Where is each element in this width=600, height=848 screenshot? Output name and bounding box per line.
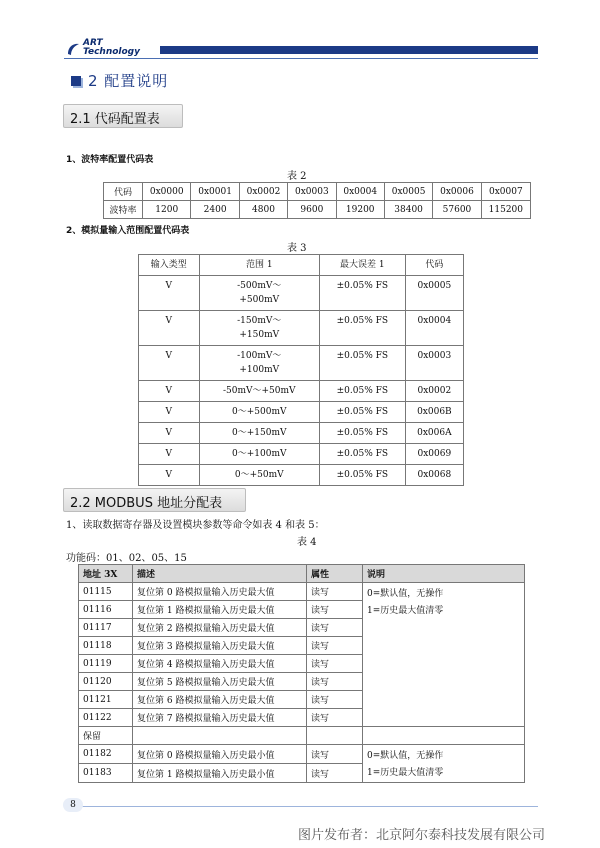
table-cell: V: [139, 465, 200, 486]
table-cell: 复位第 4 路模拟量输入历史最大值: [133, 655, 307, 673]
table-cell: V: [139, 444, 200, 465]
table-cell: 复位第 5 路模拟量输入历史最大值: [133, 673, 307, 691]
table-cell: 0～+150mV: [199, 423, 319, 444]
table-cell: 57600: [433, 201, 481, 219]
header-divider: [64, 58, 538, 59]
table-cell: V: [139, 276, 200, 311]
table-cell: V: [139, 402, 200, 423]
table-cell: 读写: [307, 691, 363, 709]
table-cell: 复位第 7 路模拟量输入历史最大值: [133, 709, 307, 727]
table-cell: 0x006B: [405, 402, 463, 423]
modbus-address-table: [78, 564, 525, 783]
table-cell: ±0.05% FS: [319, 444, 405, 465]
table-cell: 读写: [307, 637, 363, 655]
table-cell: 01118: [79, 637, 133, 655]
table-cell: -100mV～ +100mV: [199, 346, 319, 381]
table-row: [139, 423, 464, 444]
company-logo: [66, 40, 156, 58]
table-cell: 0x0006: [433, 183, 481, 201]
table-cell: -150mV～ +150mV: [199, 311, 319, 346]
table-cell: 0x0007: [481, 183, 530, 201]
table-cell: 读写: [307, 745, 363, 764]
logo-line-1: ART: [83, 38, 103, 48]
table-cell: 01121: [79, 691, 133, 709]
table-cell: 01182: [79, 745, 133, 764]
table-row: [139, 402, 464, 423]
table-cell: 0～+50mV: [199, 465, 319, 486]
table-row: [104, 201, 531, 219]
table-cell: 复位第 0 路模拟量输入历史最小值: [133, 745, 307, 764]
analog-heading: 2、模拟量输入范围配置代码表: [66, 226, 190, 236]
column-header: 输入类型: [139, 255, 200, 276]
table-cell: 代码: [104, 183, 143, 201]
description-note: 0=默认值，无操作 1=历史最大值清零: [363, 583, 525, 727]
table-cell: 0x0003: [405, 346, 463, 381]
table-cell: [133, 727, 307, 745]
table-cell: 0x0001: [191, 183, 239, 201]
table-cell: 读写: [307, 583, 363, 601]
table-cell: 0x0003: [288, 183, 336, 201]
table-cell: 读写: [307, 673, 363, 691]
table-cell: 0～+500mV: [199, 402, 319, 423]
table-row: [139, 346, 464, 381]
table-4-caption: 表 4: [297, 537, 317, 548]
description-note: 0=默认值，无操作 1=历史最大值清零: [363, 745, 525, 783]
table-cell: ±0.05% FS: [319, 346, 405, 381]
table-cell: 01117: [79, 619, 133, 637]
table-cell: ±0.05% FS: [319, 465, 405, 486]
logo-swoosh-icon: [66, 42, 80, 56]
table-cell: ±0.05% FS: [319, 276, 405, 311]
table-cell: 01120: [79, 673, 133, 691]
table-row: [79, 583, 525, 601]
column-header: 代码: [405, 255, 463, 276]
table-cell: 0x0068: [405, 465, 463, 486]
table-cell: [363, 727, 525, 745]
table-cell: ±0.05% FS: [319, 311, 405, 346]
analog-range-table: [138, 254, 464, 486]
table-row: [104, 183, 531, 201]
table-cell: 0x0002: [405, 381, 463, 402]
table-cell: V: [139, 423, 200, 444]
subsection-2-2-title: 2.2 MODBUS 地址分配表: [63, 488, 246, 512]
section-title: 2 配置说明: [88, 72, 169, 90]
table-cell: 4800: [239, 201, 287, 219]
table-cell: 0x0005: [384, 183, 432, 201]
function-codes: 功能码：01、02、05、15: [66, 553, 187, 564]
table-cell: 复位第 3 路模拟量输入历史最大值: [133, 637, 307, 655]
column-header: 最大误差 1: [319, 255, 405, 276]
table-3-caption: 表 3: [287, 243, 307, 254]
table-cell: 读写: [307, 764, 363, 783]
table-cell: V: [139, 346, 200, 381]
table-cell: 读写: [307, 601, 363, 619]
table-cell: 01119: [79, 655, 133, 673]
table-cell: 01183: [79, 764, 133, 783]
column-header: 描述: [133, 565, 307, 583]
table-cell: 0x0069: [405, 444, 463, 465]
table-cell: V: [139, 381, 200, 402]
table-cell: 复位第 2 路模拟量输入历史最大值: [133, 619, 307, 637]
table-cell: ±0.05% FS: [319, 423, 405, 444]
table-cell: ±0.05% FS: [319, 402, 405, 423]
table-cell: 0～+100mV: [199, 444, 319, 465]
table-cell: 波特率: [104, 201, 143, 219]
table-cell: 0x0004: [405, 311, 463, 346]
table-cell: V: [139, 311, 200, 346]
logo-line-2: Technology: [83, 47, 140, 57]
table-row: [139, 444, 464, 465]
table-row: [139, 311, 464, 346]
table-cell: [307, 727, 363, 745]
baud-rate-table: [103, 182, 531, 219]
table-cell: 复位第 1 路模拟量输入历史最小值: [133, 764, 307, 783]
page-number: 8: [63, 798, 83, 812]
table-row: [79, 745, 525, 764]
table-cell: 01122: [79, 709, 133, 727]
table-cell: 2400: [191, 201, 239, 219]
table-cell: 115200: [481, 201, 530, 219]
footer-divider: [64, 806, 538, 807]
table-cell: 38400: [384, 201, 432, 219]
section-bullet-icon: [71, 76, 81, 86]
column-header: 属性: [307, 565, 363, 583]
table-cell: 读写: [307, 619, 363, 637]
table-cell: 9600: [288, 201, 336, 219]
table-cell: 0x006A: [405, 423, 463, 444]
subsection-2-1-title: 2.1 代码配置表: [63, 104, 183, 128]
column-header: 地址 3X: [79, 565, 133, 583]
image-credit: 图片发布者：北京阿尔泰科技发展有限公司: [298, 828, 546, 843]
table-row: [139, 276, 464, 311]
table-row: [139, 465, 464, 486]
header-bar: [160, 46, 538, 54]
reserved-cell: 保留: [79, 727, 133, 745]
table-cell: 01115: [79, 583, 133, 601]
table-cell: 复位第 1 路模拟量输入历史最大值: [133, 601, 307, 619]
table-row: [139, 381, 464, 402]
table-cell: 读写: [307, 655, 363, 673]
table-cell: ±0.05% FS: [319, 381, 405, 402]
table-cell: -50mV～+50mV: [199, 381, 319, 402]
table-cell: 复位第 0 路模拟量输入历史最大值: [133, 583, 307, 601]
table-cell: 读写: [307, 709, 363, 727]
table-cell: 01116: [79, 601, 133, 619]
modbus-intro: 1、读取数据寄存器及设置模块参数等命令如表 4 和表 5：: [66, 520, 325, 531]
table-2-caption: 表 2: [287, 171, 307, 182]
table-cell: 0x0005: [405, 276, 463, 311]
baud-heading: 1、波特率配置代码表: [66, 155, 154, 165]
table-cell: -500mV～ +500mV: [199, 276, 319, 311]
table-cell: 0x0000: [143, 183, 191, 201]
table-cell: 0x0002: [239, 183, 287, 201]
table-cell: 0x0004: [336, 183, 384, 201]
table-cell: 19200: [336, 201, 384, 219]
table-cell: 1200: [143, 201, 191, 219]
column-header: 说明: [363, 565, 525, 583]
table-row: [79, 727, 525, 745]
column-header: 范围 1: [199, 255, 319, 276]
table-cell: 复位第 6 路模拟量输入历史最大值: [133, 691, 307, 709]
